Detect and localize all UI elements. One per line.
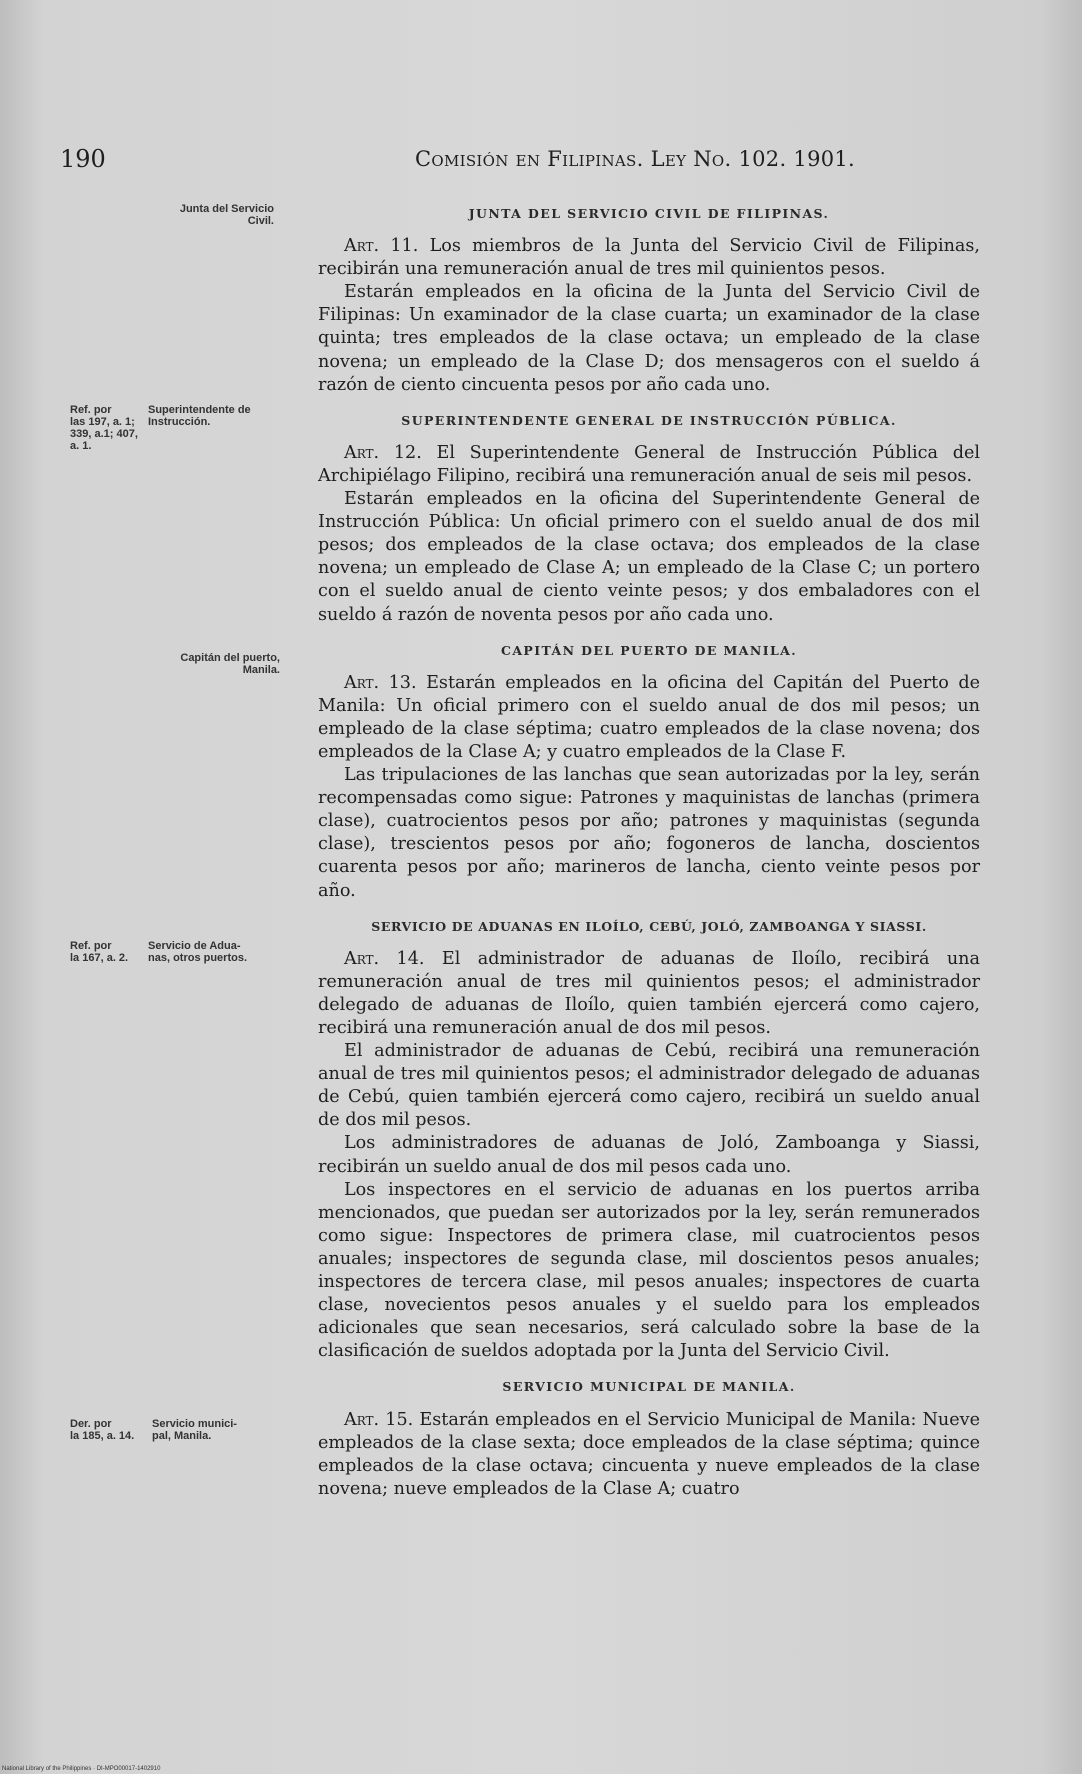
margin-note-municipal: Servicio munici- pal, Manila. (152, 1418, 237, 1442)
article-11 (318, 235, 980, 281)
running-title: Comisión en Filipinas. Ley No. 102. 1901. (415, 147, 856, 171)
article-label: Art. 11. (344, 236, 419, 257)
paragraph-text: Los miembros de la Junta del Servicio Civil de Filipinas, recibirán una remuneración anual de tres mil quinientos pesos. (318, 236, 981, 280)
margin-note-aduanas: Servicio de Adua- nas, otros puertos. (148, 940, 248, 964)
paragraph-text: Estarán empleados en la oficina del Capitán del Puerto de Manila: Un oficial primero con el sueldo anual de dos mil pesos; un empleado de la clase séptima; cuatro empleados de la clase novena; dos empleados de la Clase A; y cuatro empleados de la Clase F. (318, 672, 980, 762)
paragraph-text: Estarán empleados en el Servicio Municipal de Manila: Nueve empleados de la clase sexta; doce empleados de la clase séptima; quince empleados de la clase octava; cincuenta y nueve empleados de la clase novena; nueve empleados de la Clase A; cuatro (318, 1409, 980, 1499)
article-15 (318, 1409, 980, 1501)
section-heading-capitan: CAPITÁN DEL PUERTO DE MANILA. (500, 642, 797, 658)
article-13 (318, 672, 980, 764)
margin-note-capitan: Capitán del puerto, Manila. (180, 652, 280, 676)
paragraph: Los inspectores en el servicio de aduanas en los puertos arriba mencionados, que puedan ser autorizados por la ley, serán remunerados como sigue: Inspectores de primera clase, mil cuatrocientos pesos anuales; inspectores de segunda clase, mil doscientos pesos anuales; inspectores de tercera clase, mil pesos anuales; inspectores de cuarta clase, novecientos pesos anuales y el sueldo para los empleados adicionales que sean necesarios, será calculado sobre la base de la clasificación de sueldos adoptada por la Junta del Servicio Civil. (318, 1179, 980, 1362)
section-heading-junta: JUNTA DEL SERVICIO CIVIL DE FILIPINAS. (468, 206, 830, 221)
article-12 (318, 442, 980, 488)
paragraph: Estarán empleados en la oficina del Superintendente General de Instrucción Pública: Un oficial primero con el sueldo anual de dos mil pesos; dos empleados de la clase octava; dos empleados de la clase novena; un empleado de Clase A; un empleado de la Clase C; un portero con el sueldo anual de ciento veinte pesos; y dos embaladores con el sueldo á razón de noventa pesos por año cada uno. (318, 489, 980, 625)
page-header (60, 145, 890, 185)
paragraph: Los administradores de aduanas de Joló, Zamboanga y Siassi, recibirán un sueldo anual de dos mil pesos cada uno. (318, 1133, 980, 1177)
article-label: Art. 12. (344, 442, 422, 463)
paragraph: El administrador de aduanas de Cebú, recibirá una remuneración anual de tres mil quinientos pesos; el administrador delegado de aduanas de Cebú, quien también ejercerá como cajero, recibirá un sueldo anual de dos mil pesos. (318, 1041, 980, 1131)
margin-note-der-municipal: Der. por la 185, a. 14. (70, 1418, 135, 1442)
article-label: Art. 13. (344, 672, 417, 693)
article-label: Art. 15. (344, 1409, 414, 1430)
article-label: Art. 14. (344, 948, 425, 969)
section-heading-aduanas: SERVICIO DE ADUANAS EN ILOÍLO, CEBÚ, JOLÓ, ZAMBOANGA Y SIASSI. (371, 918, 927, 934)
article-14 (318, 948, 980, 1040)
paragraph-text: El Superintendente General de Instrucción Pública del Archipiélago Filipino, recibirá una remuneración anual de seis mil pesos. (318, 442, 981, 486)
margin-note-ref-superintendente: Ref. por las 197, a. 1; 339, a.1; 407, a. 1. (70, 404, 138, 452)
section-heading-superintendente: SUPERINTENDENTE GENERAL DE INSTRUCCIÓN PÚBLICA. (401, 412, 897, 428)
margin-note-ref-aduanas: Ref. por la 167, a. 2. (70, 940, 129, 964)
main-text (318, 198, 980, 1501)
margin-note-superintendente: Superintendente de Instrucción. (148, 404, 251, 428)
scan-footer: National Library of the Philippines · DI-MPO00017-1402910 (2, 1766, 161, 1772)
section-heading-municipal: SERVICIO MUNICIPAL DE MANILA. (502, 1379, 796, 1395)
paragraph: Estarán empleados en la oficina de la Junta del Servicio Civil de Filipinas: Un examinador de la clase cuarta; un examinador de la clase quinta; tres empleados de la clase octava; un empleado de la clase novena; un empleado de la Clase D; dos mensageros con el sueldo á razón de ciento cincuenta pesos por año cada uno. (318, 282, 980, 395)
page-number: 190 (60, 145, 106, 173)
paragraph: Las tripulaciones de las lanchas que sean autorizadas por la ley, serán recompensadas como sigue: Patrones y maquinistas de lanchas (primera clase), cuatrocientos pesos por año; patrones y maquinistas (segunda clase), trescientos pesos por año; fogoneros de lancha, doscientos cuarenta pesos por año; marineros de lancha, ciento veinte pesos por año. (318, 765, 980, 901)
paragraph-text: El administrador de aduanas de Iloílo, recibirá una remuneración anual de tres mil quinientos pesos; el administrador delegado de aduanas de Iloílo, quien también ejercerá como cajero, recibirá una remuneración anual de dos mil pesos. (318, 948, 980, 1038)
margin-note-junta: Junta del Servicio Civil. (179, 203, 274, 227)
